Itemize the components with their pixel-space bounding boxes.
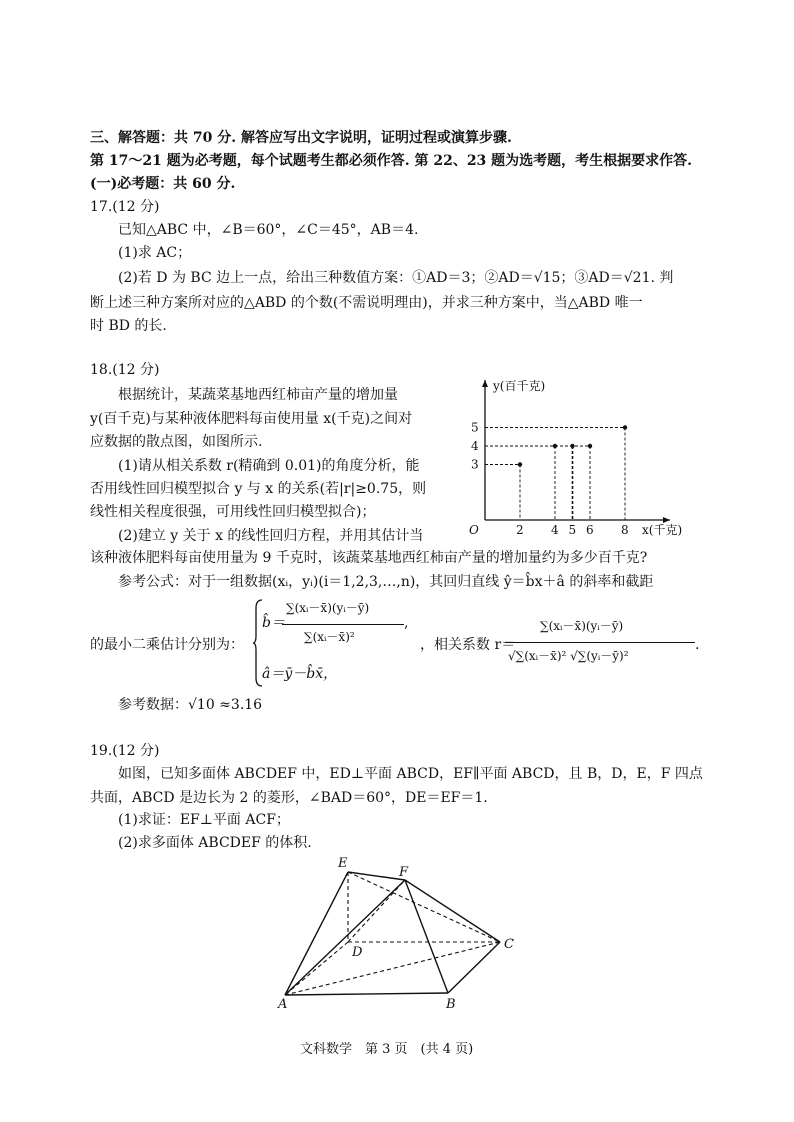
- formula-r-label: ，相关系数 r＝: [420, 637, 516, 653]
- edge-DF: [348, 880, 405, 942]
- q18-text: 应数据的散点图，如图所示.: [90, 434, 263, 450]
- x-tick-label: 5: [568, 523, 577, 537]
- q17-line: 已知△ABC 中，∠B＝60°，∠C＝45°，AB＝4.: [118, 222, 419, 238]
- vertex-C-label: C: [504, 937, 514, 952]
- data-point: [588, 444, 592, 448]
- formula-r-end: .: [695, 637, 700, 653]
- y-tick-label: 3: [471, 457, 479, 472]
- q19-line: (1)求证：EF⊥平面 ACF；: [118, 812, 290, 828]
- vertex-A-label: A: [278, 997, 288, 1012]
- edge-BC: [448, 942, 500, 993]
- edge-FC: [405, 880, 500, 942]
- q19-number: 19.(12 分): [90, 743, 160, 759]
- x-tick-label: 8: [621, 523, 629, 537]
- q17-line: 断上述三种方案所对应的△ABD 的个数(不需说明理由)，并求三种方案中，当△ABD 唯一: [90, 295, 643, 311]
- section-note: 第 17～21 题为必考题，每个试题考生都必须作答. 第 22、23 题为选考题，考生根据要求作答.: [90, 153, 693, 169]
- formula-b-denominator: ∑(xᵢ－x̄)²: [304, 630, 355, 644]
- q18-text: 该种液体肥料每亩使用量为 9 千克时，该蔬菜基地西红柿亩产量的增加量约为多少百千克?: [90, 550, 648, 566]
- formula-b-end: ,: [404, 615, 409, 631]
- edge-FB: [405, 880, 448, 993]
- formula-b-lhs: b̂＝: [262, 615, 285, 631]
- formula-intro: 的最小二乘估计分别为：: [90, 637, 244, 653]
- y-tick-label: 4: [471, 439, 479, 453]
- edge-AC: [285, 942, 500, 995]
- edge-FA: [285, 880, 405, 995]
- scatter-plot: [455, 370, 725, 540]
- edge-DA: [285, 942, 348, 995]
- origin-label: O: [469, 523, 479, 537]
- vertex-B-label: B: [446, 997, 456, 1012]
- data-point: [623, 425, 627, 429]
- section-heading: 三、解答题：共 70 分. 解答应写出文字说明，证明过程或演算步骤.: [90, 130, 512, 146]
- x-axis-label: x(千克): [642, 523, 683, 537]
- data-point: [570, 444, 574, 448]
- q18-text: 根据统计，某蔬菜基地西红柿亩产量的增加量: [118, 387, 398, 403]
- q18-text: y(百千克)与某种液体肥料每亩使用量 x(千克)之间对: [90, 411, 413, 427]
- q17-line: (1)求 AC；: [118, 245, 192, 261]
- data-point: [553, 444, 557, 448]
- data-point: [518, 462, 522, 466]
- vertex-F-label: F: [399, 865, 409, 880]
- q19-line: (2)求多面体 ABCDEF 的体积.: [118, 835, 312, 851]
- q18-text: 参考公式：对于一组数据(xᵢ，yᵢ)(i＝1,2,3,…,n)，其回归直线 ŷ＝b̂x＋â 的斜率和截距: [118, 574, 654, 590]
- formula-r-denominator: √∑(xᵢ－x̄)² √∑(yᵢ－ȳ)²: [508, 649, 629, 663]
- polyhedron-figure: [270, 850, 530, 1015]
- q19-line: 共面，ABCD 是边长为 2 的菱形，∠BAD＝60°，DE＝EF＝1.: [90, 790, 488, 806]
- q17-number: 17.(12 分): [90, 199, 160, 215]
- q17-line: (2)若 D 为 BC 边上一点，给出三种数值方案：①AD＝3；②AD＝√15；③AD＝√21. 判: [118, 270, 674, 286]
- q18-text: 线性相关程度很强，可用线性回归模型拟合)；: [90, 504, 376, 520]
- q18-text: (2)建立 y 关于 x 的线性回归方程，并用其估计当: [118, 528, 424, 544]
- formula-b-numerator: ∑(xᵢ－x̄)(yᵢ－ȳ): [286, 601, 370, 615]
- q18-number: 18.(12 分): [90, 362, 160, 378]
- page-footer: 文科数学 第 3 页 (共 4 页): [300, 1042, 474, 1057]
- section-sub: (一)必考题：共 60 分.: [90, 176, 236, 192]
- formula-a: â＝ȳ－b̂x̄，: [262, 666, 338, 682]
- y-axis-arrow: [482, 380, 488, 387]
- vertex-D-label: D: [352, 945, 363, 960]
- vertex-E-label: E: [338, 856, 348, 871]
- q17-line: 时 BD 的长.: [90, 318, 167, 334]
- x-tick-label: 6: [586, 523, 594, 537]
- formula-r-fraction-bar: [505, 642, 695, 643]
- edge-EA: [285, 872, 348, 995]
- q18-text: (1)请从相关系数 r(精确到 0.01)的角度分析，能: [118, 458, 420, 474]
- x-tick-label: 4: [551, 523, 559, 537]
- reference-data: 参考数据：√10 ≈3.16: [118, 697, 263, 713]
- formula-b-fraction-bar: [282, 624, 404, 625]
- x-tick-label: 2: [516, 523, 524, 537]
- edge-AB: [285, 993, 448, 995]
- formula-r-numerator: ∑(xᵢ－x̄)(yᵢ－ȳ): [540, 619, 624, 633]
- q19-line: 如图，已知多面体 ABCDEF 中，ED⊥平面 ABCD，EF∥平面 ABCD，且 B，D，E，F 四点: [118, 766, 703, 782]
- y-tick-label: 5: [471, 420, 479, 435]
- q18-text: 否用线性回归模型拟合 y 与 x 的关系(若|r|≥0.75，则: [90, 481, 427, 497]
- y-axis-label: y(百千克): [493, 379, 546, 393]
